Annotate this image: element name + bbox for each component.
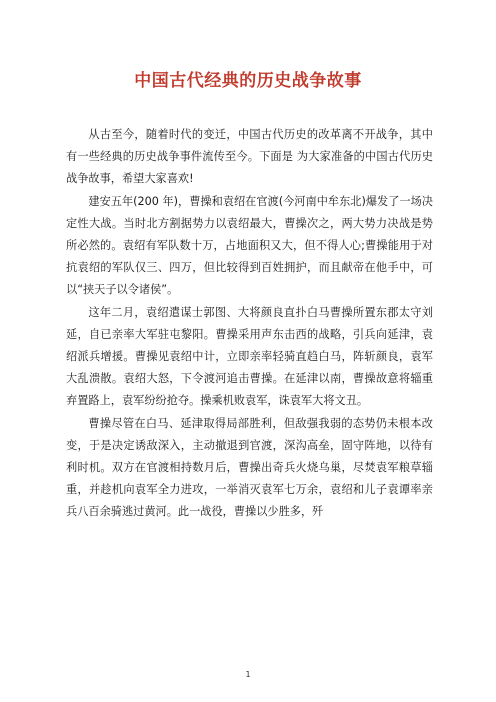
- paragraph-background: 建安五年(200 年)，曹操和袁绍在官渡(今河南中牟东北)爆发了一场决定性大战。当时北方割据势力以袁绍最大，曹操次之，两大势力决战是势所必然的。袁绍有军队数十万，占地面积又大，但不得人心;曹操能用于对抗袁绍的军队仅三、四万，但比较得到百姓拥护，而且献帝在他手中，可以“挟天子以令诸侯”。: [66, 194, 433, 297]
- document-body: [66, 124, 433, 524]
- paragraph-baima-yanjin: 这年二月，袁绍遣谋士郭图、大将颜良直扑白马曹操所置东郡太守刘延，自已亲率大军驻屯黎阳。曹操采用声东击西的战略，引兵向延津，袁绍派兵增援。曹操见袁绍中计，立即亲率轻骑直趋白马，阵斩颜良，袁军大乱溃散。袁绍大怒，下令渡河追击曹操。在延津以南，曹操故意将辎重弃置路上，袁军纷纷抢夺。操乘机败袁军，诛袁军大将文丑。: [66, 305, 433, 408]
- paragraph-intro: 从古至今，随着时代的变迁，中国古代历史的改革离不开战争，其中有一些经典的历史战争事件流传至今。下面是 为大家准备的中国古代历史战争故事，希望大家喜欢!: [66, 128, 433, 186]
- paragraph-guandu: 曹操尽管在白马、延津取得局部胜利，但敌强我弱的态势仍未根本改变，于是决定诱敌深入，主动撤退到官渡，深沟高垒，固守阵地，以待有利时机。双方在官渡相持数月后，曹操出奇兵火烧乌巢，尽焚袁军粮草辎重，并趁机向袁军全力进攻，一举消灭袁军七万余，袁绍和儿子袁谭率亲兵八百余骑逃过黄河。此一战役，曹操以少胜多，歼: [66, 416, 433, 519]
- page-number: 1: [245, 670, 251, 679]
- document-title: 中国古代经典的历史战争故事: [134, 71, 362, 91]
